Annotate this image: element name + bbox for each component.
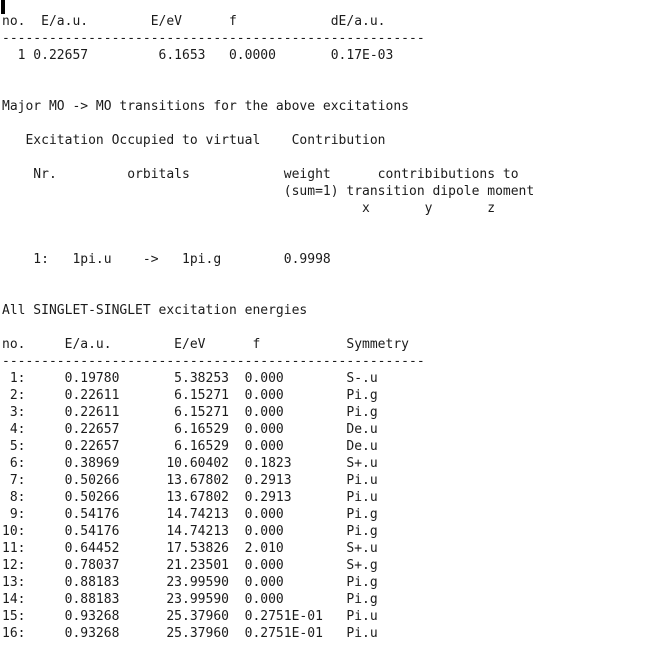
transitions-header-3: (sum=1) transition dipole moment [2, 184, 535, 199]
table2-row: 12: 0.78037 21.23501 0.000 S+.g [2, 558, 378, 573]
table2-row: 9: 0.54176 14.74213 0.000 Pi.g [2, 507, 378, 522]
section1-title: Major MO -> MO transitions for the above excitations [2, 99, 409, 114]
table2-row: 2: 0.22611 6.15271 0.000 Pi.g [2, 388, 378, 403]
table2-row: 3: 0.22611 6.15271 0.000 Pi.g [2, 405, 378, 420]
table2-row: 4: 0.22657 6.16529 0.000 De.u [2, 422, 378, 437]
text-cursor[interactable] [1, 0, 5, 14]
transition-row: 1: 1pi.u -> 1pi.g 0.9998 [2, 252, 331, 267]
table1-header: no. E/a.u. E/eV f dE/a.u. [2, 14, 386, 29]
transitions-header-1: Excitation Occupied to virtual Contribution [2, 133, 386, 148]
table2-row: 13: 0.88183 23.99590 0.000 Pi.g [2, 575, 378, 590]
blank-line [2, 217, 534, 234]
transitions-header-2: Nr. orbitals weight contribibutions to [2, 167, 519, 182]
transitions-header-4: x y z [2, 201, 496, 216]
table2-row: 5: 0.22657 6.16529 0.000 De.u [2, 439, 378, 454]
table2-row: 8: 0.50266 13.67802 0.2913 Pi.u [2, 490, 378, 505]
blank-line [2, 319, 534, 336]
blank-line [2, 64, 534, 81]
section2-title: All SINGLET-SINGLET excitation energies [2, 303, 308, 318]
table1-separator: ------------------------------------------------------ [2, 31, 425, 46]
blank-line [2, 268, 534, 285]
table2-row: 7: 0.50266 13.67802 0.2913 Pi.u [2, 473, 378, 488]
table1-row: 1 0.22657 6.1653 0.0000 0.17E-03 [2, 48, 394, 63]
blank-line [2, 0, 534, 13]
table2-row: 11: 0.64452 17.53826 2.010 S+.u [2, 541, 378, 556]
blank-line [2, 149, 534, 166]
table2-row: 14: 0.88183 23.99590 0.000 Pi.g [2, 592, 378, 607]
table2-row: 10: 0.54176 14.74213 0.000 Pi.g [2, 524, 378, 539]
table2-separator: ------------------------------------------------------ [2, 354, 425, 369]
blank-line [2, 285, 534, 302]
table2-header: no. E/a.u. E/eV f Symmetry [2, 337, 409, 352]
blank-line [2, 115, 534, 132]
table2-row: 1: 0.19780 5.38253 0.000 S-.u [2, 371, 378, 386]
table2-row: 16: 0.93268 25.37960 0.2751E-01 Pi.u [2, 626, 378, 641]
table2-row: 6: 0.38969 10.60402 0.1823 S+.u [2, 456, 378, 471]
terminal-output [2, 0, 534, 642]
table2-row: 15: 0.93268 25.37960 0.2751E-01 Pi.u [2, 609, 378, 624]
blank-line [2, 81, 534, 98]
blank-line [2, 234, 534, 251]
